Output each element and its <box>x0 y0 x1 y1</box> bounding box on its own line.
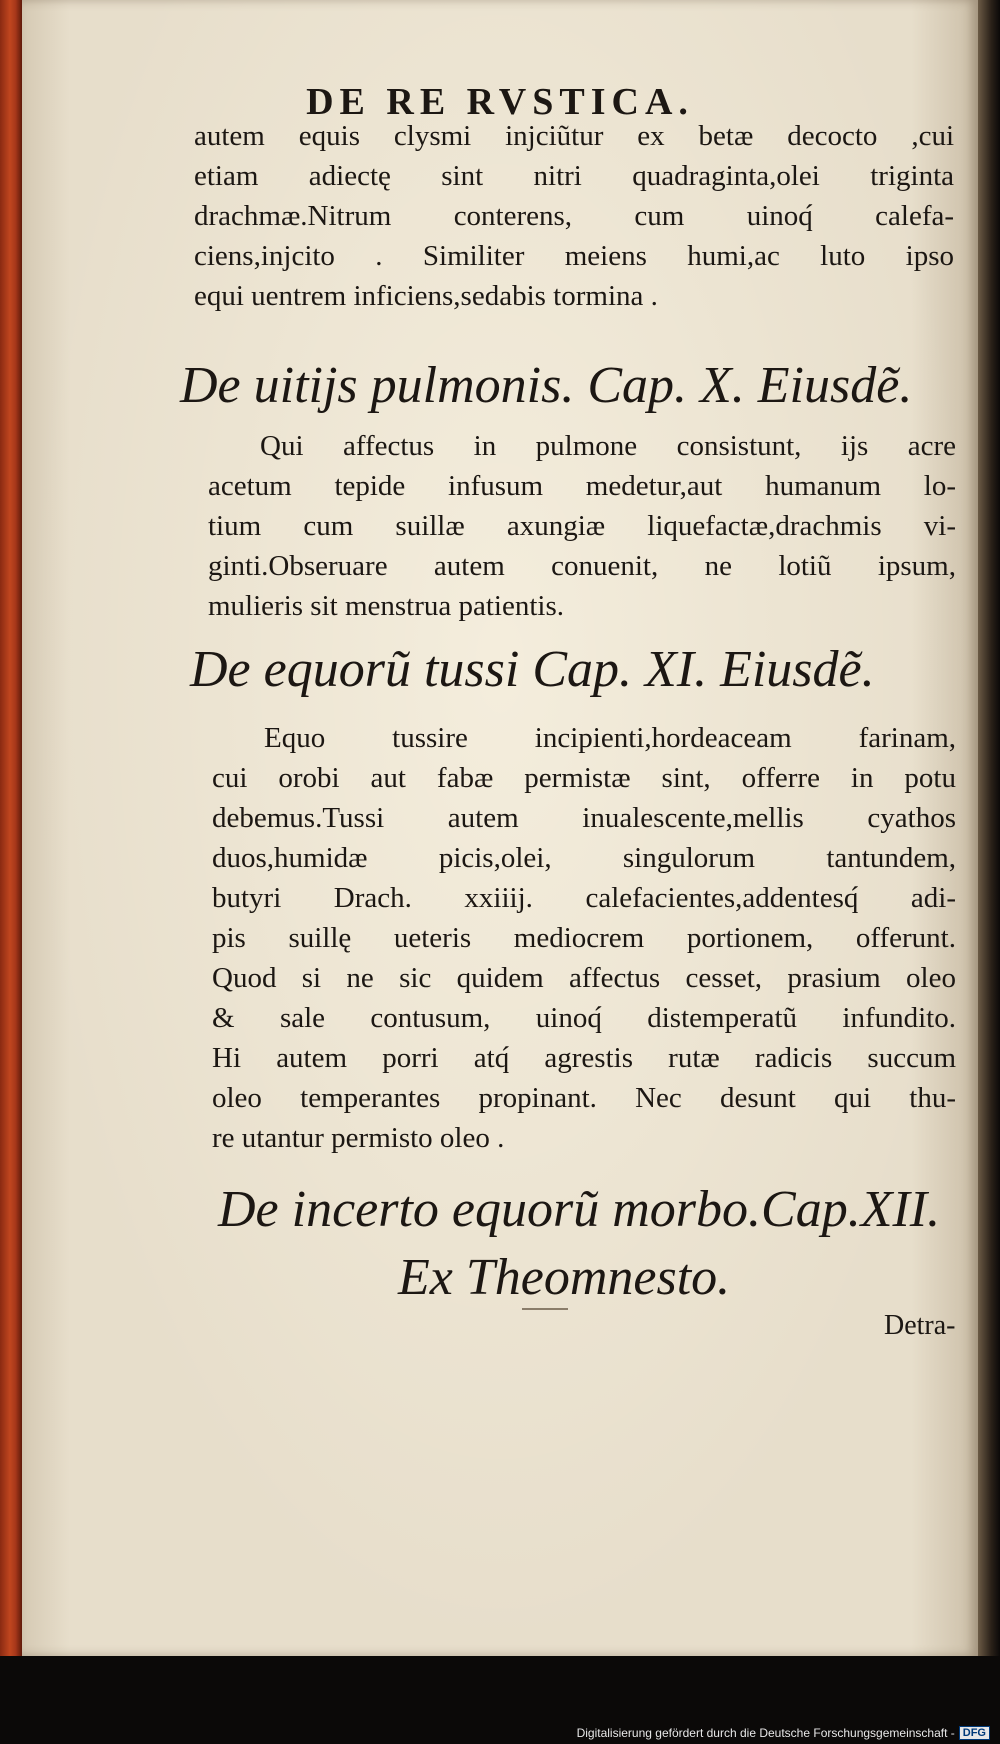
stray-mark <box>522 1308 568 1310</box>
text-line: Qui affectus in pulmone consistunt, ijs acre <box>260 430 956 462</box>
text-line: tium cum suillæ axungiæ liquefactæ,drachmis vi- <box>208 510 956 542</box>
text-line: & sale contusum, uinoq́ distemperatũ infundito. <box>212 1002 956 1034</box>
text-line: Equo tussire incipienti,hordeaceam farinam, <box>264 722 956 754</box>
text-line: acetum tepide infusum medetur,aut humanum lo- <box>208 470 956 502</box>
scan-background <box>0 1656 1000 1744</box>
text-line: Quod si ne sic quidem affectus cesset, prasium oleo <box>212 962 956 994</box>
chapter-heading-xi: De equorũ tussi Cap. XI. Eiusdẽ. <box>190 641 875 698</box>
text-line: autem equis clysmi injciũtur ex betæ decocto ,cui <box>194 120 954 152</box>
book-edge-left <box>0 0 22 1660</box>
text-line: duos,humidæ picis,olei, singulorum tantundem, <box>212 842 956 874</box>
text-line: butyri Drach. xxiiij. calefacientes,addentesq́ adi- <box>212 882 956 914</box>
text-line: cui orobi aut fabæ permistæ sint, offerre in potu <box>212 762 956 794</box>
dfg-logo: DFG <box>959 1726 990 1740</box>
chapter-heading-xii: De incerto equorũ morbo.Cap.XII. <box>218 1181 941 1238</box>
text-line: equi uentrem inficiens,sedabis tormina . <box>194 280 658 312</box>
text-line: oleo temperantes propinant. Nec desunt qui thu- <box>212 1082 956 1114</box>
paragraph-2 <box>208 426 956 626</box>
chapter-heading-x: De uitijs pulmonis. Cap. X. Eiusdẽ. <box>180 357 913 414</box>
text-line: ginti.Obseruare autem conuenit, ne lotiũ ipsum, <box>208 550 956 582</box>
chapter-heading-xii-source: Ex Theomnesto. <box>398 1249 731 1306</box>
text-line: Hi autem porri atq́ agrestis rutæ radicis succum <box>212 1042 956 1074</box>
text-line: pis suillę ueteris mediocrem portionem, offerunt. <box>212 922 956 954</box>
credit-text: Digitalisierung gefördert durch die Deutsche Forschungsgemeinschaft - <box>576 1726 955 1740</box>
text-line: ciens,injcito . Similiter meiens humi,ac luto ipso <box>194 240 954 272</box>
text-line: etiam adiectę sint nitri quadraginta,olei triginta <box>194 160 954 192</box>
book-gutter-right <box>978 0 1000 1744</box>
text-line: re utantur permisto oleo . <box>212 1122 505 1154</box>
text-line: debemus.Tussi autem inualescente,mellis cyathos <box>212 802 956 834</box>
paragraph-1 <box>194 116 954 316</box>
running-head: DE RE RVSTICA. <box>306 81 694 123</box>
paragraph-3 <box>212 718 956 1158</box>
catchword: Detra- <box>884 1310 956 1341</box>
text-line: drachmæ.Nitrum conterens, cum uinoq́ calefa- <box>194 200 954 232</box>
digitization-credit <box>577 1726 990 1740</box>
text-line: mulieris sit menstrua patientis. <box>208 590 565 622</box>
book-page <box>22 0 978 1656</box>
